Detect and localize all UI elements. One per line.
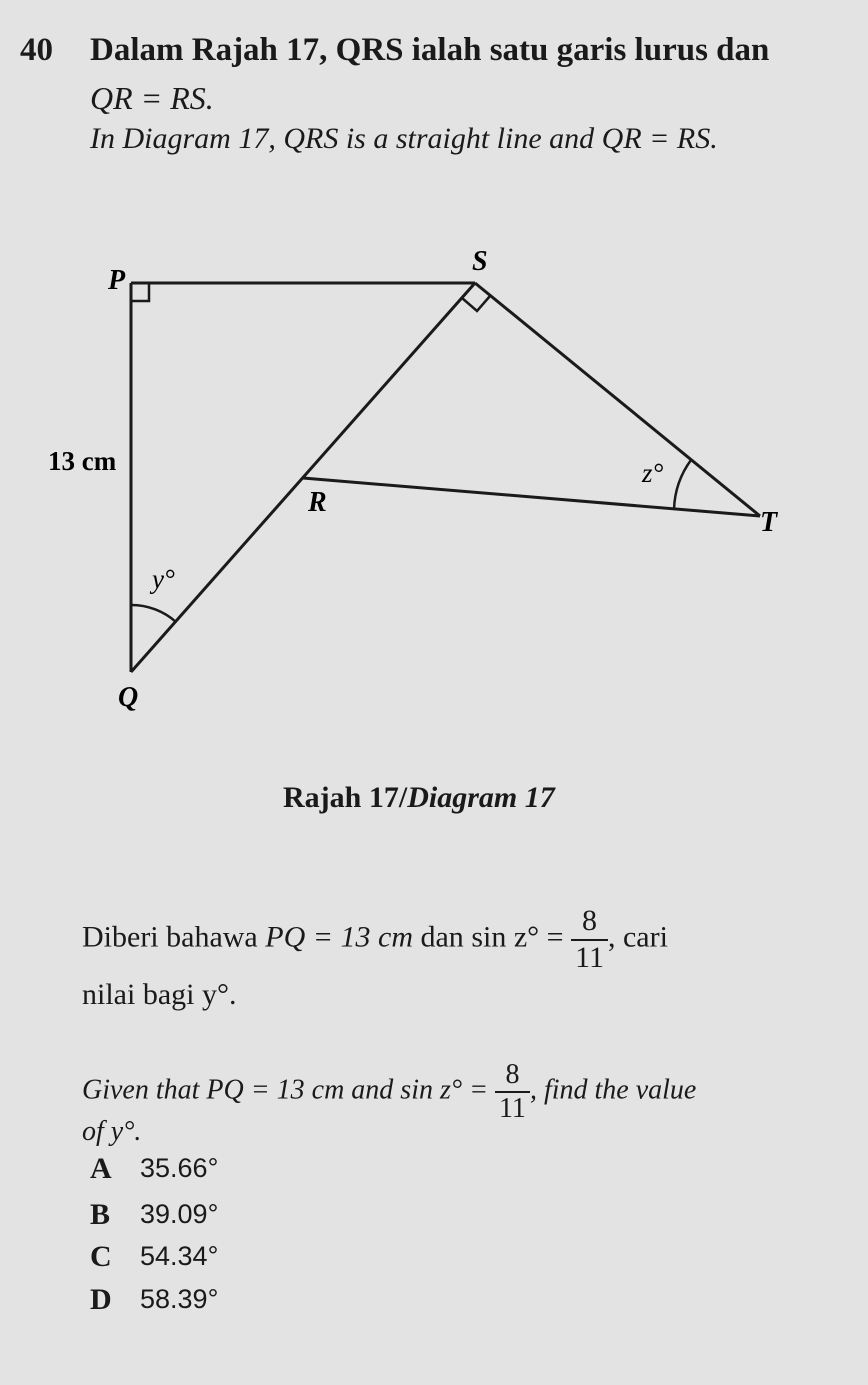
given-ms-dan: dan — [420, 920, 464, 954]
option-b-value[interactable]: 39.09° — [140, 1199, 219, 1229]
label-t: T — [760, 507, 778, 538]
diagram-caption — [283, 781, 555, 815]
given-ms-fraction — [571, 904, 608, 975]
option-c-value[interactable]: 54.34° — [140, 1241, 219, 1271]
fraction-denominator: 11 — [575, 940, 604, 974]
label-side-pq: 13 cm — [48, 446, 117, 476]
option-b-letter: B — [90, 1198, 111, 1231]
label-s: S — [472, 246, 488, 277]
option-a-value[interactable]: 35.66° — [140, 1153, 219, 1183]
statement-ms-line1: Dalam Rajah 17, QRS ialah satu garis lurus dan — [90, 32, 770, 68]
caption-ms: Rajah 17/ — [283, 781, 408, 814]
statement-ms-line2: QR = RS. — [90, 80, 214, 116]
label-angle-z: z° — [642, 458, 664, 488]
option-a-letter: A — [90, 1152, 112, 1185]
segment-rt — [303, 478, 760, 516]
segment-qs — [131, 283, 475, 672]
segment-st — [475, 283, 760, 516]
question-number: 40 — [20, 32, 53, 68]
given-en-line1 — [82, 1059, 696, 1125]
option-d-value[interactable]: 58.39° — [140, 1284, 219, 1314]
given-en-and: and — [351, 1074, 394, 1106]
given-en-line2: of y°. — [82, 1116, 142, 1147]
given-en-sin: sin z° = — [400, 1074, 488, 1106]
given-ms-line2: nilai bagi y°. — [82, 978, 237, 1011]
label-p: P — [108, 265, 126, 296]
given-ms-line1 — [82, 904, 668, 975]
caption-en: Diagram 17 — [407, 781, 555, 814]
label-r: R — [308, 487, 327, 518]
fraction-numerator: 8 — [571, 904, 608, 941]
given-en-prefix: Given that — [82, 1074, 200, 1106]
label-angle-y: y° — [152, 564, 175, 594]
fraction-denominator: 11 — [498, 1093, 526, 1125]
given-ms-sin: sin z° = — [471, 920, 564, 954]
given-en-eq1: PQ = 13 cm — [206, 1074, 345, 1106]
angle-arc-y — [131, 605, 176, 622]
angle-arc-z — [674, 460, 691, 510]
right-angle-marker-s — [462, 296, 490, 311]
given-ms-cari: , cari — [607, 920, 668, 954]
right-angle-marker-p — [131, 283, 149, 301]
given-en-fraction — [495, 1059, 530, 1125]
given-ms-prefix: Diberi bahawa — [82, 920, 258, 954]
label-q: Q — [118, 682, 139, 713]
statement-en: In Diagram 17, QRS is a straight line and QR = RS. — [90, 122, 718, 155]
option-d-letter: D — [90, 1283, 112, 1316]
fraction-numerator: 8 — [495, 1059, 530, 1093]
given-ms-eq1: PQ = 13 cm — [265, 920, 413, 954]
option-c-letter: C — [90, 1240, 112, 1273]
given-en-find: , find the value — [529, 1074, 697, 1106]
